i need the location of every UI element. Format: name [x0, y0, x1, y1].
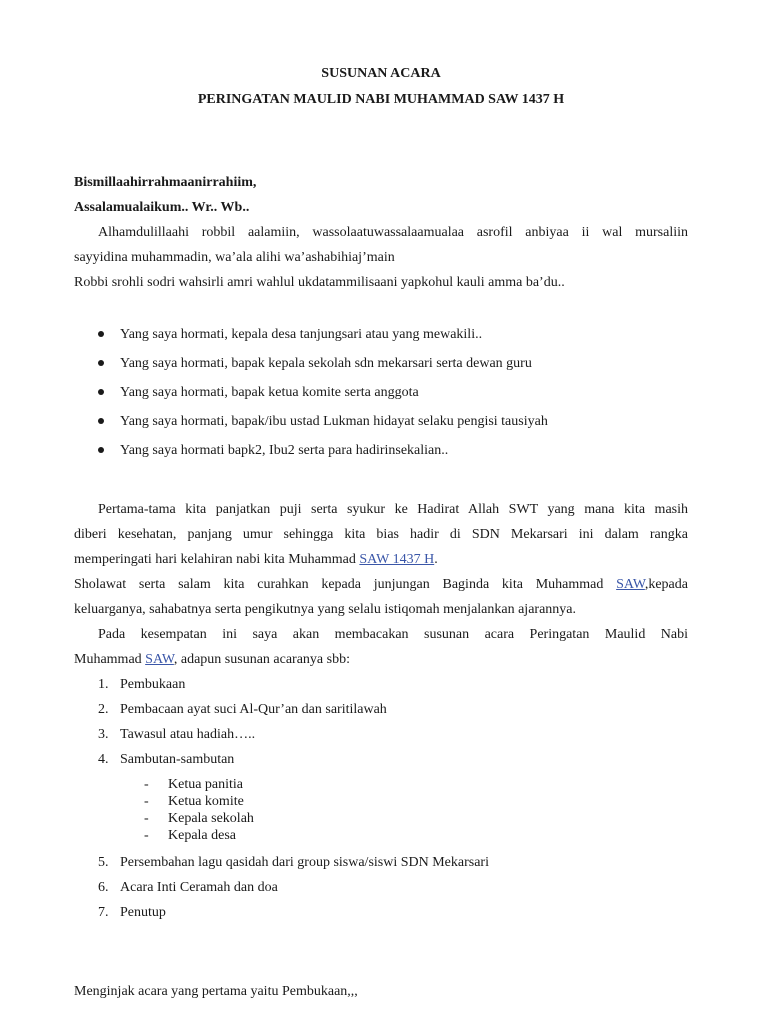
list-number: 2.: [98, 702, 109, 717]
document-subtitle: PERINGATAN MAULID NABI MUHAMMAD SAW 1437 H: [197, 92, 565, 107]
paragraph-text: Sholawat serta salam kita curahkan kepada junjungan Baginda kita Muhammad: [74, 577, 617, 592]
agenda-label: Pembacaan ayat suci Al-Qur’an dan saritilawah: [120, 702, 387, 717]
paragraph-line: Pada kesempatan ini saya akan membacakan susunan acara Peringatan Maulid Nabi: [98, 627, 688, 642]
sambutan-label: Kepala sekolah: [168, 811, 254, 826]
saw-link[interactable]: SAW: [616, 577, 645, 592]
list-item: [74, 900, 688, 925]
paragraph-text: .: [434, 552, 438, 567]
sambutan-label: Ketua komite: [168, 794, 244, 809]
bullet-icon: [98, 447, 104, 453]
paragraph-kesempatan: [74, 622, 688, 672]
agenda-list-continued: [74, 850, 688, 925]
bullet-icon: [98, 360, 104, 366]
sambutan-list: [74, 776, 688, 844]
list-number: 1.: [98, 677, 109, 692]
bullet-icon: [98, 389, 104, 395]
document-page: [74, 64, 688, 1004]
list-number: 6.: [98, 880, 109, 895]
agenda-label: Pembukaan: [120, 677, 186, 692]
greeting-text: Yang saya hormati, bapak/ibu ustad Lukman hidayat selaku pengisi tausiyah: [120, 414, 548, 429]
list-item: [74, 793, 688, 810]
paragraph-text: Muhammad: [74, 652, 146, 667]
robbi-line: Robbi srohli sodri wahsirli amri wahlul ukdatammilisaani yapkohul kauli amma ba’du..: [74, 275, 565, 290]
list-item: [74, 320, 688, 349]
agenda-label: Acara Inti Ceramah dan doa: [120, 880, 278, 895]
greeting-text: Yang saya hormati bapk2, Ibu2 serta para hadirinsekalian..: [120, 443, 449, 458]
salam-line: Assalamualaikum.. Wr.. Wb..: [74, 200, 250, 215]
bullet-icon: [98, 331, 104, 337]
greeting-text: Yang saya hormati, bapak kepala sekolah sdn mekarsari serta dewan guru: [120, 356, 532, 371]
list-item: [74, 875, 688, 900]
list-item: [74, 827, 688, 844]
closing-line: Menginjak acara yang pertama yaitu Pembukaan,,,: [74, 984, 358, 999]
list-item: [74, 810, 688, 827]
agenda-label: Sambutan-sambutan: [120, 752, 235, 767]
greeting-text: Yang saya hormati, kepala desa tanjungsari atau yang mewakili..: [120, 327, 483, 342]
bullet-icon: [98, 418, 104, 424]
list-item: [74, 672, 688, 697]
sambutan-label: Ketua panitia: [168, 777, 244, 792]
paragraph-line: diberi kesehatan, panjang umur sehingga kita bias hadir di SDN Mekarsari ini dalam rangka: [74, 527, 688, 542]
list-item: [74, 378, 688, 407]
bismillah-line: Bismillaahirrahmaanirrahiim,: [74, 175, 257, 190]
greetings-list: [74, 320, 688, 465]
dash-marker: -: [144, 828, 149, 843]
agenda-list: [74, 672, 688, 772]
paragraph-text: ,kepada: [644, 577, 688, 592]
paragraph-line: [74, 547, 688, 572]
paragraph-pertama: [74, 497, 688, 572]
list-item: [74, 747, 688, 772]
saw-link[interactable]: SAW 1437 H: [359, 552, 435, 567]
paragraph-sholawat: [74, 572, 688, 622]
list-number: 3.: [98, 727, 109, 742]
list-item: [74, 697, 688, 722]
alhamdulillah-line-2: sayyidina muhammadin, wa’ala alihi wa’ashabihiaj’main: [74, 250, 395, 265]
list-number: 7.: [98, 905, 109, 920]
agenda-label: Tawasul atau hadiah…..: [120, 727, 256, 742]
alhamdulillah-line-1: Alhamdulillaahi robbil aalamiin, wassolaatuwassalaamualaa asrofil anbiyaa ii wal mursaliin: [98, 225, 688, 240]
list-item: [74, 349, 688, 378]
document-title: SUSUNAN ACARA: [321, 66, 441, 81]
list-number: 4.: [98, 752, 109, 767]
list-item: [74, 722, 688, 747]
list-item: [74, 776, 688, 793]
sambutan-label: Kepala desa: [168, 828, 237, 843]
dash-marker: -: [144, 777, 149, 792]
greeting-text: Yang saya hormati, bapak ketua komite serta anggota: [120, 385, 419, 400]
list-item: [74, 407, 688, 436]
paragraph-text: , adapun susunan acaranya sbb:: [173, 652, 350, 667]
dash-marker: -: [144, 794, 149, 809]
dash-marker: -: [144, 811, 149, 826]
paragraph-text: memperingati hari kelahiran nabi kita Muhammad: [74, 552, 360, 567]
paragraph-line: Pertama-tama kita panjatkan puji serta syukur ke Hadirat Allah SWT yang mana kita masih: [98, 502, 688, 517]
paragraph-line: [74, 647, 688, 672]
list-number: 5.: [98, 855, 109, 870]
list-item: [74, 436, 688, 465]
paragraph-line: [74, 572, 688, 597]
agenda-label: Penutup: [120, 905, 166, 920]
list-item: [74, 850, 688, 875]
agenda-label: Persembahan lagu qasidah dari group siswa/siswi SDN Mekarsari: [120, 855, 489, 870]
saw-link[interactable]: SAW: [145, 652, 174, 667]
paragraph-line: keluarganya, sahabatnya serta pengikutnya yang selalu istiqomah menjalankan ajarannya.: [74, 602, 577, 617]
